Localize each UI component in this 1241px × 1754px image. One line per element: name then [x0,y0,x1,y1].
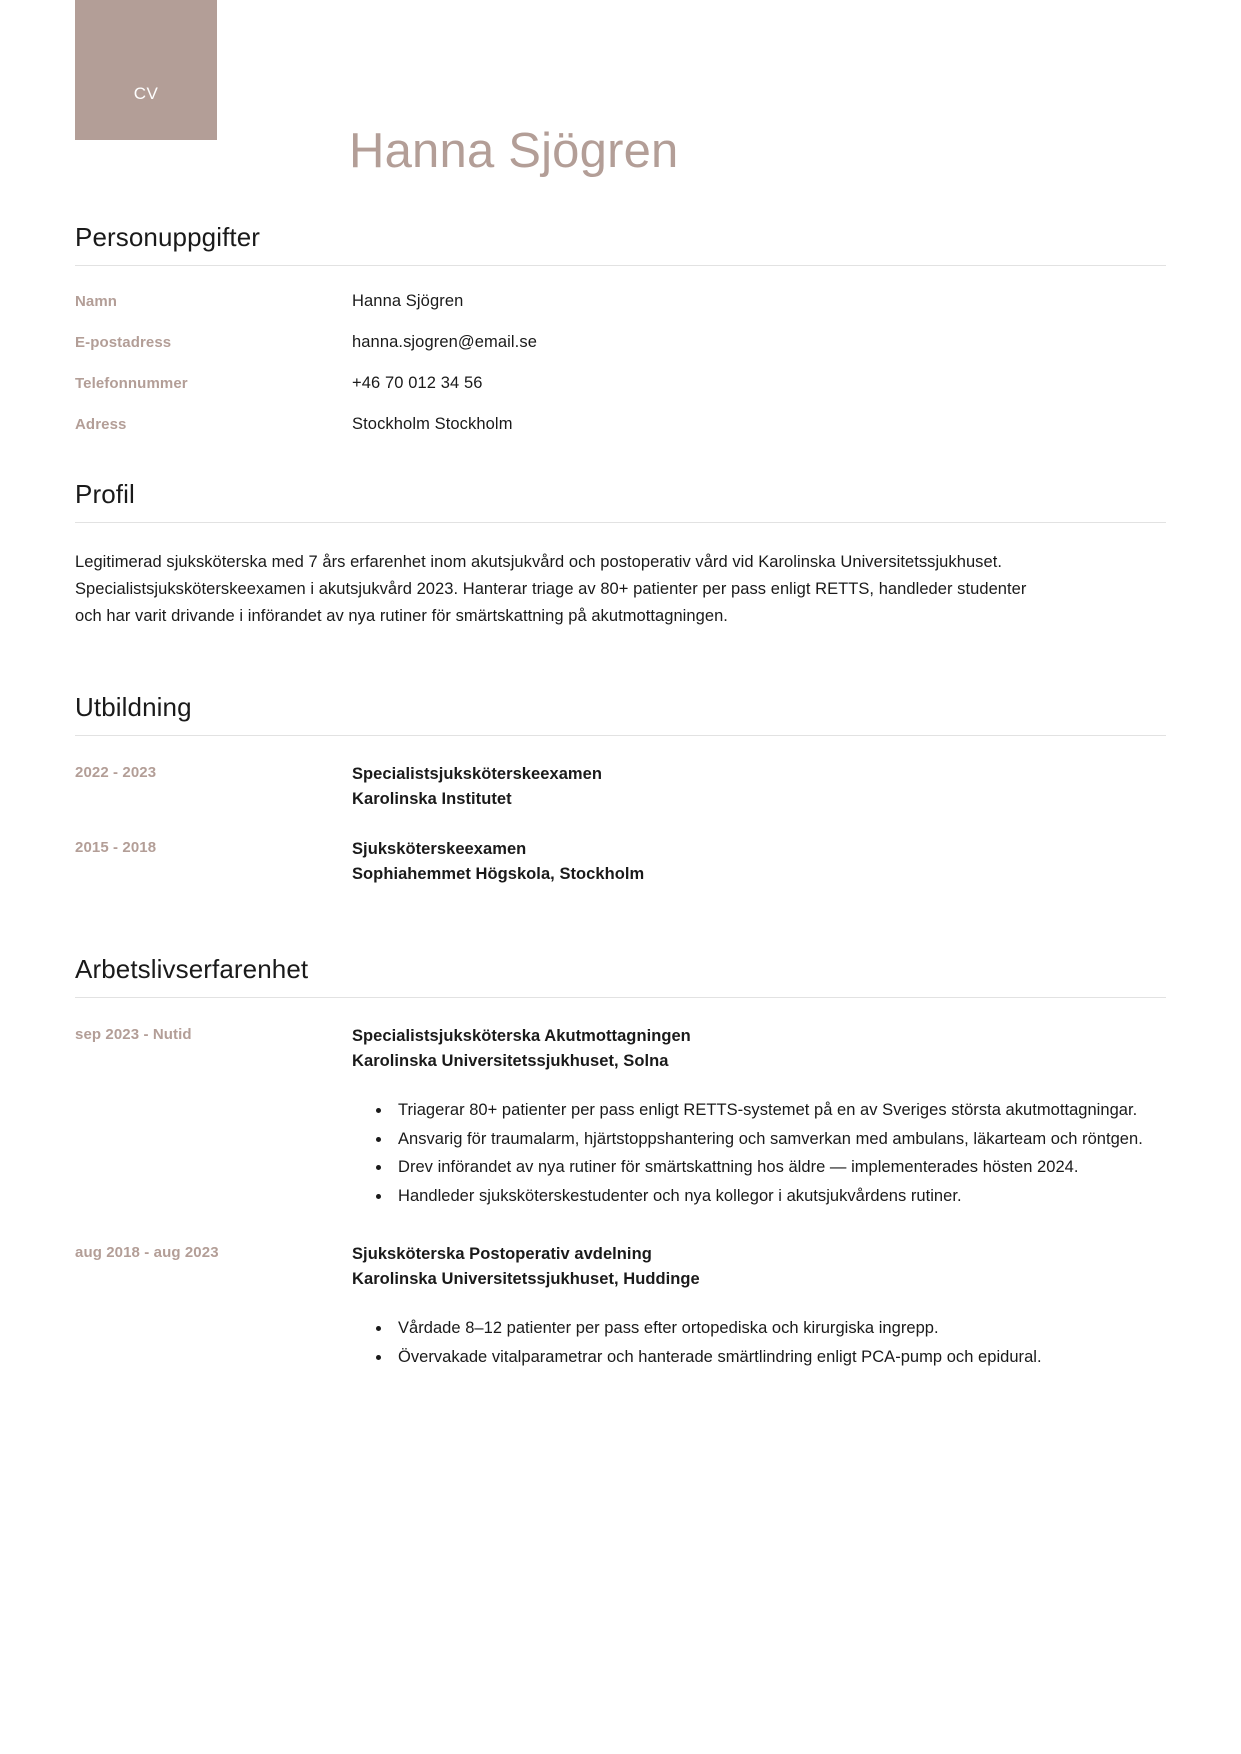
detail-row-email [75,333,1166,352]
detail-row-phone [75,374,1166,393]
experience-entry-employer: Karolinska Universitetssjukhuset, Huddinge [352,1270,700,1289]
section-divider [75,522,1166,523]
list-item: • Övervakade vitalparametrar och hanterade smärtlindring enligt PCA-pump och epidural. [392,1344,1166,1371]
section-divider [75,735,1166,736]
list-item: • Vårdade 8–12 patienter per pass efter ortopediska och kirurgiska ingrepp. [392,1315,1166,1342]
section-title-profile: Profil [75,479,135,509]
detail-row-address [75,415,1166,434]
education-entry [75,837,1166,888]
cv-badge [75,0,217,140]
experience-entry-date: sep 2023 - Nutid [75,1025,192,1043]
education-entry-body [352,762,1166,813]
experience-entry-bullets [352,1097,1166,1210]
cv-content [0,222,1241,1372]
experience-entry-body [352,1242,1166,1373]
section-divider [75,265,1166,266]
page-title: Hanna Sjögren [349,123,679,178]
cv-header [0,0,1241,178]
detail-value: Hanna Sjögren [352,292,464,310]
section-divider [75,997,1166,998]
education-entry-degree: Sjuksköterskeexamen [352,839,527,858]
education-entry-body [352,837,1166,888]
detail-value: hanna.sjogren@email.se [352,333,537,351]
section-education [75,692,1166,888]
experience-entry-role: Sjuksköterska Postoperativ avdelning [352,1244,652,1263]
section-personal-details [75,222,1166,434]
section-work-experience [75,954,1166,1373]
experience-entry [75,1242,1166,1373]
detail-row-name [75,292,1166,311]
experience-entry-bullets [352,1315,1166,1370]
education-entry-date: 2022 - 2023 [75,763,157,781]
section-profile [75,479,1166,630]
detail-label: Telefonnummer [75,375,188,392]
cv-badge-label: CV [133,84,159,103]
education-entry-school: Karolinska Institutet [352,790,512,809]
list-item: • Handleder sjuksköterskestudenter och nya kollegor i akutsjukvårdens rutiner. [392,1183,1166,1210]
section-title-experience: Arbetslivserfarenhet [75,953,309,984]
list-item: • Drev införandet av nya rutiner för smärtskattning hos äldre — implementerades hösten 2024. [392,1154,1166,1181]
profile-text: Legitimerad sjuksköterska med 7 års erfarenhet inom akutsjukvård och postoperativ vård vid Karolinska Universitetssjukhuset. Specialistsjuksköterskeexamen i akutsjukvård 2023. Hanterar triage av 80+ patienter per pass enligt RETTS, handleder studenter och har varit drivande i införandet av nya rutiner för smärtskattning på akutmottagningen. [75,553,1027,625]
education-entry-date: 2015 - 2018 [75,838,157,856]
experience-entry-role: Specialistsjuksköterska Akutmottagningen [352,1026,691,1045]
experience-entry [75,1024,1166,1212]
education-entry-degree: Specialistsjuksköterskeexamen [352,764,603,783]
list-item: • Triagerar 80+ patienter per pass enligt RETTS-systemet på en av Sveriges största akutmottagningar. [392,1097,1166,1124]
list-item: • Ansvarig för traumalarm, hjärtstoppshantering och samverkan med ambulans, läkarteam och röntgen. [392,1126,1166,1153]
detail-label: Namn [75,293,118,310]
detail-value: +46 70 012 34 56 [352,374,483,392]
detail-label: Adress [75,416,127,433]
education-entry-school: Sophiahemmet Högskola, Stockholm [352,865,645,884]
experience-entry-employer: Karolinska Universitetssjukhuset, Solna [352,1052,669,1071]
detail-value: Stockholm Stockholm [352,415,513,433]
section-title-education: Utbildning [75,691,192,722]
detail-label: E-postadress [75,334,172,351]
experience-entry-body [352,1024,1166,1212]
section-title-personal: Personuppgifter [75,222,261,252]
experience-entry-date: aug 2018 - aug 2023 [75,1243,219,1261]
education-entry [75,762,1166,813]
